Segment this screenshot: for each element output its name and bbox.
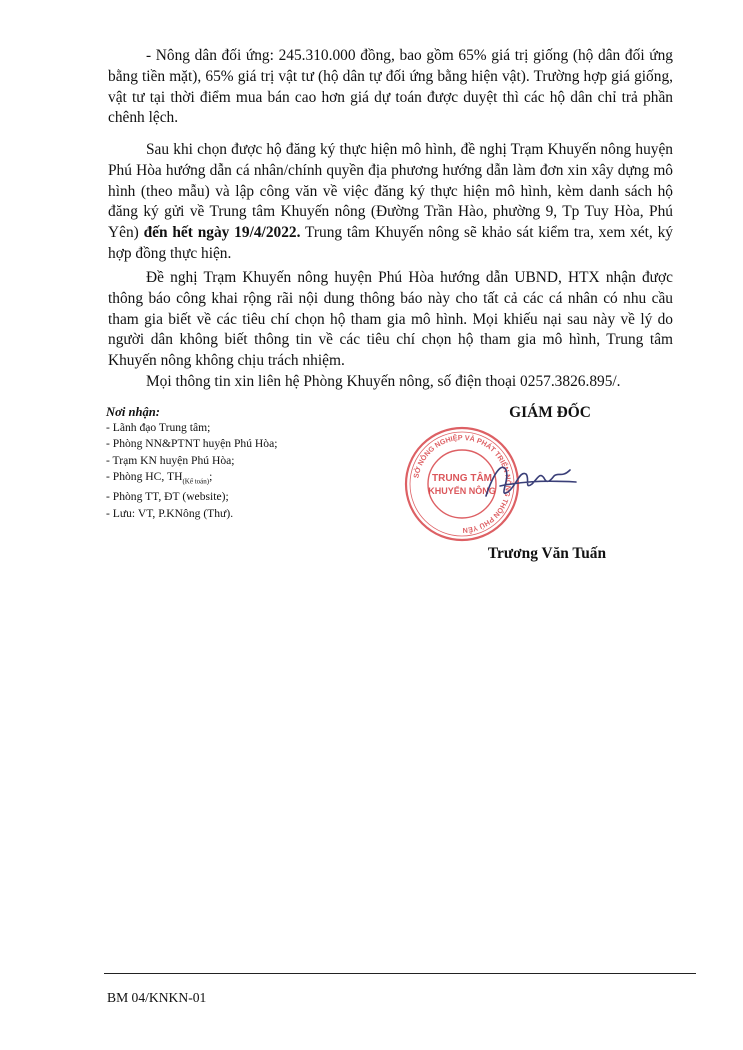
recipient-item-hc-subscript: (Kế toán)	[182, 477, 210, 486]
footer-divider	[104, 973, 696, 974]
stamp-center-line2: KHUYẾN NÔNG	[428, 486, 496, 496]
recipients-block	[106, 404, 366, 522]
signer-name: Trương Văn Tuấn	[487, 545, 607, 562]
paragraph-public-notice: Đề nghị Trạm Khuyến nông huyện Phú Hòa hướng dẫn UBND, HTX nhận được thông báo công khai rộng rãi nội dung thông báo này cho tất cả các cá nhân có nhu cầu tham gia biết về các tiêu chí chọn hộ tham gia mô hình. Mọi khiếu nại sau này về lý do người dân không biết thông tin về các tiêu chí chọn hộ tham gia mô hình, Trung tâm Khuyến nông không chịu trách nhiệm.	[108, 269, 673, 370]
recipient-item: - Phòng NN&PTNT huyện Phú Hòa;	[106, 437, 278, 451]
recipient-item-hc-suffix: ;	[209, 469, 213, 483]
recipient-item: - Phòng TT, ĐT (website);	[106, 490, 229, 504]
handwritten-signature	[480, 452, 580, 512]
recipient-item	[106, 469, 366, 490]
registration-text-before: Sau khi chọn được hộ đăng ký thực hiện mô hình, đề nghị Trạm Khuyến nông huyện Phú Hòa hướng dẫn cá nhân/chính quyền địa phương hướng dẫn làm đơn xin xây dựng mô hình (theo mẫu) và lập công văn về việc đăng ký thực hiện mô hình, kèm danh sách hộ đăng ký gửi về Trung tâm Khuyến nông (Đường Trần Hào, phường 9, Tp Tuy Hòa, Phú Yên)	[108, 141, 673, 242]
footer-form-code: BM 04/KNKN-01	[107, 990, 207, 1005]
paragraph-contact-info: Mọi thông tin xin liên hệ Phòng Khuyến nông, số điện thoại 0257.3826.895/.	[146, 373, 621, 390]
stamp-ring-text: SỞ NÔNG NGHIỆP VÀ PHÁT TRIỂN NÔNG THÔN PHÚ YÊN	[411, 432, 514, 536]
recipient-item-hc: - Phòng HC, TH	[106, 469, 183, 483]
recipient-item: - Lãnh đạo Trung tâm;	[106, 421, 211, 435]
recipient-item: - Lưu: VT, P.KNông (Thư).	[106, 506, 234, 520]
recipient-item: - Trạm KN huyện Phú Hòa;	[106, 453, 235, 467]
registration-deadline: đến hết ngày 19/4/2022.	[143, 224, 301, 242]
recipients-header: Nơi nhận:	[106, 405, 161, 419]
stamp-center-line1: TRUNG TÂM	[432, 473, 492, 484]
registration-text-after: Trung tâm Khuyến nông sẽ khảo sát kiểm tra, xem xét, ký hợp đồng thực hiện.	[108, 224, 674, 262]
paragraph-farmer-contribution: - Nông dân đối ứng: 245.310.000 đồng, bao gồm 65% giá trị giống (hộ dân đối ứng bằng tiền mặt), 65% giá trị vật tư (hộ dân tự đối ứng bằng hiện vật). Trường hợp giá giống, vật tư tại thời điểm mua bán cao hơn giá dự toán được duyệt thì các hộ dân chỉ trả phần chênh lệch.	[108, 47, 673, 127]
paragraph-registration-instructions	[108, 140, 673, 265]
signer-title: GIÁM ĐỐC	[509, 404, 591, 421]
